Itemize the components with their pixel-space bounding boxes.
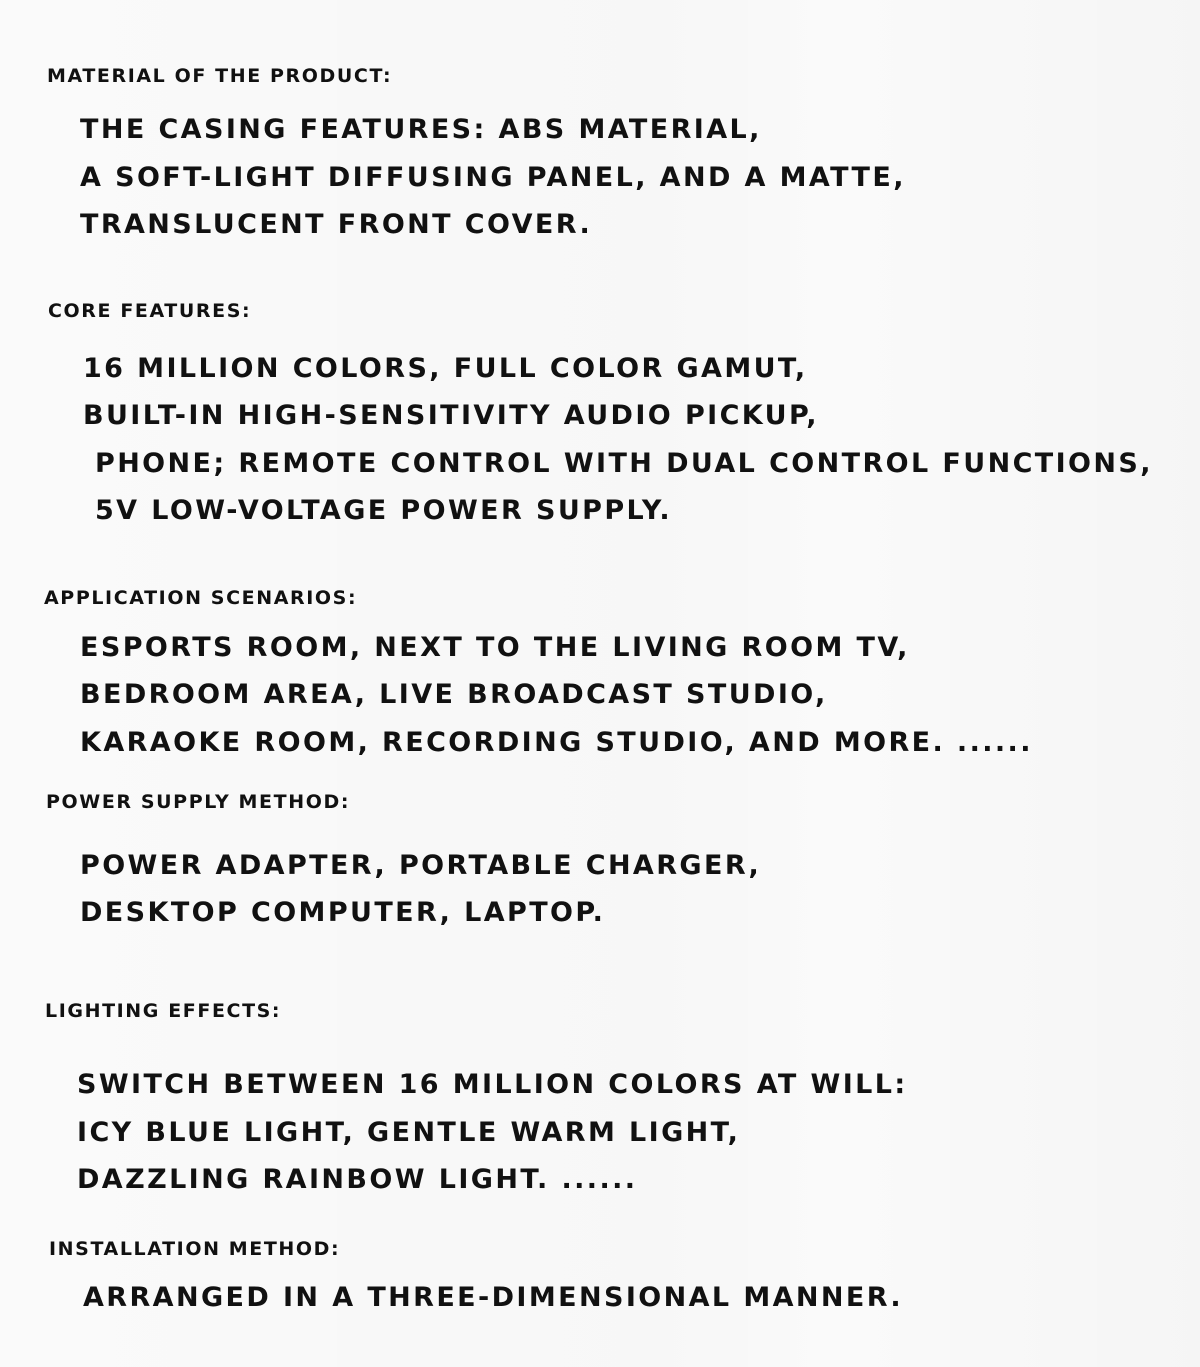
core-feature-line-3: PHONE; REMOTE CONTROL WITH DUAL CONTROL FUNCTIONS, — [95, 448, 1153, 479]
lighting-line-1: SWITCH BETWEEN 16 MILLION COLORS AT WILL: — [77, 1069, 908, 1100]
section-heading-application-scenarios: APPLICATION SCENARIOS: — [44, 587, 358, 609]
section-heading-power-supply: POWER SUPPLY METHOD: — [46, 791, 351, 813]
scenario-line-2: BEDROOM AREA, LIVE BROADCAST STUDIO, — [80, 679, 828, 710]
scenario-line-1: ESPORTS ROOM, NEXT TO THE LIVING ROOM TV, — [80, 632, 910, 663]
power-line-1: POWER ADAPTER, PORTABLE CHARGER, — [80, 850, 762, 881]
section-heading-lighting-effects: LIGHTING EFFECTS: — [45, 1000, 282, 1022]
lighting-line-3: DAZZLING RAINBOW LIGHT. ...... — [77, 1164, 638, 1195]
section-heading-core-features: CORE FEATURES: — [48, 300, 252, 322]
material-line-3: TRANSLUCENT FRONT COVER. — [80, 209, 593, 240]
installation-line-1: ARRANGED IN A THREE-DIMENSIONAL MANNER. — [83, 1282, 904, 1313]
section-heading-material: MATERIAL OF THE PRODUCT: — [47, 65, 393, 87]
core-feature-line-1: 16 MILLION COLORS, FULL COLOR GAMUT, — [83, 353, 808, 384]
material-line-2: A SOFT-LIGHT DIFFUSING PANEL, AND A MATTE, — [80, 162, 906, 193]
power-line-2: DESKTOP COMPUTER, LAPTOP. — [80, 897, 606, 928]
core-feature-line-2: BUILT-IN HIGH-SENSITIVITY AUDIO PICKUP, — [83, 400, 819, 431]
material-line-1: THE CASING FEATURES: ABS MATERIAL, — [80, 114, 762, 145]
core-feature-line-4: 5V LOW-VOLTAGE POWER SUPPLY. — [95, 495, 673, 526]
section-heading-installation: INSTALLATION METHOD: — [49, 1238, 341, 1260]
lighting-line-2: ICY BLUE LIGHT, GENTLE WARM LIGHT, — [77, 1117, 741, 1148]
scenario-line-3: KARAOKE ROOM, RECORDING STUDIO, AND MORE. ...... — [80, 727, 1033, 758]
